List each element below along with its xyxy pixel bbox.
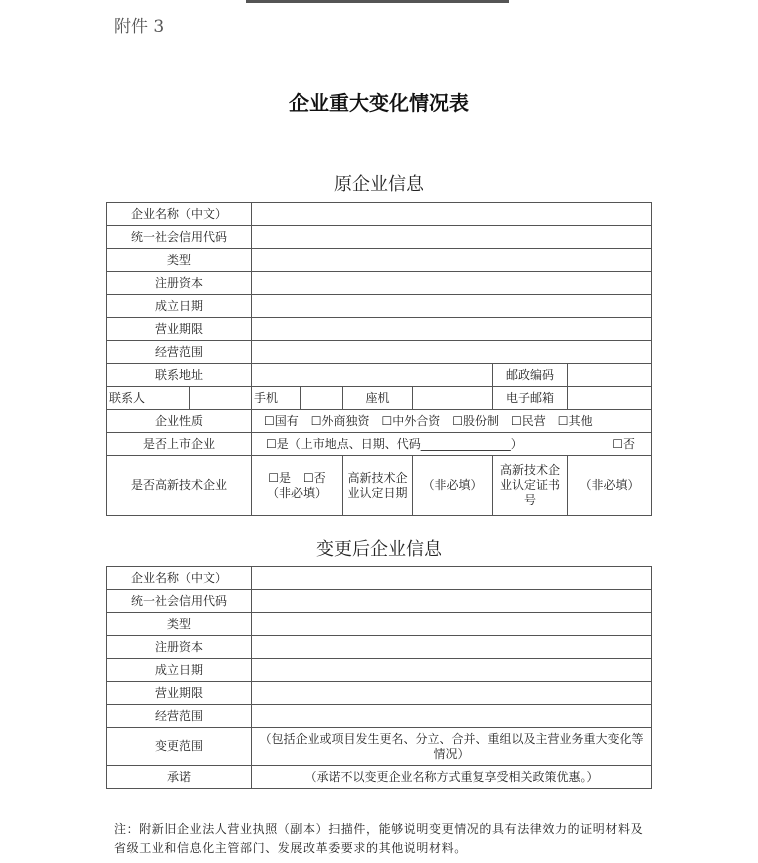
business-term-label: 营业期限 bbox=[107, 318, 252, 341]
attachment-label: 附件 3 bbox=[114, 17, 165, 37]
nature-checkboxes[interactable]: ☐国有 ☐外商独资 ☐中外合资 ☐股份制 ☐民营 ☐其他 bbox=[252, 410, 652, 433]
new-credit-code-field[interactable] bbox=[252, 590, 652, 613]
table-row bbox=[107, 682, 652, 705]
new-credit-code-label: 统一社会信用代码 bbox=[107, 590, 252, 613]
address-field[interactable] bbox=[252, 364, 493, 387]
table-row bbox=[107, 318, 652, 341]
new-company-name-label: 企业名称（中文） bbox=[107, 567, 252, 590]
changed-info-table bbox=[106, 566, 652, 789]
company-name-field[interactable] bbox=[252, 203, 652, 226]
new-type-label: 类型 bbox=[107, 613, 252, 636]
listed-cell bbox=[252, 433, 652, 456]
capital-field[interactable] bbox=[252, 272, 652, 295]
promise-label: 承诺 bbox=[107, 766, 252, 789]
contact-label: 联系人 bbox=[107, 387, 190, 410]
landline-label: 座机 bbox=[343, 387, 413, 410]
table-row bbox=[107, 456, 652, 516]
hightech-label: 是否高新技术企业 bbox=[107, 456, 252, 516]
business-scope-field[interactable] bbox=[252, 341, 652, 364]
table-row bbox=[107, 341, 652, 364]
postcode-label: 邮政编码 bbox=[493, 364, 568, 387]
business-term-field[interactable] bbox=[252, 318, 652, 341]
new-business-term-field[interactable] bbox=[252, 682, 652, 705]
listed-yes-checkbox[interactable]: ☐是（上市地点、日期、代码_______________） bbox=[266, 436, 523, 451]
table-row bbox=[107, 410, 652, 433]
nature-label: 企业性质 bbox=[107, 410, 252, 433]
founded-date-label: 成立日期 bbox=[107, 295, 252, 318]
new-type-field[interactable] bbox=[252, 613, 652, 636]
table-row bbox=[107, 567, 652, 590]
new-capital-field[interactable] bbox=[252, 636, 652, 659]
table-row bbox=[107, 659, 652, 682]
hightech-cert-label: 高新技术企业认定证书号 bbox=[493, 456, 568, 516]
table-row bbox=[107, 272, 652, 295]
table-row bbox=[107, 766, 652, 789]
hightech-checkboxes[interactable]: ☐是 ☐否 bbox=[268, 470, 326, 485]
table-row bbox=[107, 387, 652, 410]
new-founded-date-field[interactable] bbox=[252, 659, 652, 682]
table-row bbox=[107, 364, 652, 387]
credit-code-field[interactable] bbox=[252, 226, 652, 249]
original-section-title: 原企业信息 bbox=[334, 174, 424, 195]
hightech-optional-note: （非必填） bbox=[267, 485, 328, 500]
hightech-options-cell bbox=[252, 456, 343, 516]
new-business-term-label: 营业期限 bbox=[107, 682, 252, 705]
email-label: 电子邮箱 bbox=[493, 387, 568, 410]
credit-code-label: 统一社会信用代码 bbox=[107, 226, 252, 249]
change-scope-field[interactable]: （包括企业或项目发生更名、分立、合并、重组以及主营业务重大变化等情况） bbox=[252, 728, 652, 766]
new-capital-label: 注册资本 bbox=[107, 636, 252, 659]
footer-note: 注：附新旧企业法人营业执照（副本）扫描件，能够说明变更情况的具有法律效力的证明材料及省级工业和信息化主管部门、发展改革委要求的其他说明材料。 bbox=[114, 822, 644, 855]
business-scope-label: 经营范围 bbox=[107, 341, 252, 364]
contact-field[interactable] bbox=[190, 387, 252, 410]
hightech-cert-field[interactable]: （非必填） bbox=[568, 456, 652, 516]
table-row bbox=[107, 249, 652, 272]
capital-label: 注册资本 bbox=[107, 272, 252, 295]
table-row bbox=[107, 203, 652, 226]
hightech-date-label: 高新技术企业认定日期 bbox=[343, 456, 413, 516]
table-row bbox=[107, 636, 652, 659]
email-field[interactable] bbox=[568, 387, 652, 410]
original-info-table bbox=[106, 202, 652, 516]
page-title: 企业重大变化情况表 bbox=[289, 91, 469, 115]
table-row bbox=[107, 613, 652, 636]
listed-no-checkbox[interactable]: ☐否 bbox=[612, 436, 636, 451]
mobile-field[interactable] bbox=[301, 387, 343, 410]
postcode-field[interactable] bbox=[568, 364, 652, 387]
table-row bbox=[107, 705, 652, 728]
mobile-label: 手机 bbox=[252, 387, 301, 410]
type-field[interactable] bbox=[252, 249, 652, 272]
hightech-date-field[interactable]: （非必填） bbox=[413, 456, 493, 516]
changed-section-title: 变更后企业信息 bbox=[316, 539, 442, 560]
top-rule bbox=[246, 0, 509, 3]
promise-field[interactable]: （承诺不以变更企业名称方式重复享受相关政策优惠。） bbox=[252, 766, 652, 789]
type-label: 类型 bbox=[107, 249, 252, 272]
table-row bbox=[107, 728, 652, 766]
change-scope-label: 变更范围 bbox=[107, 728, 252, 766]
landline-field[interactable] bbox=[413, 387, 493, 410]
new-company-name-field[interactable] bbox=[252, 567, 652, 590]
table-row bbox=[107, 433, 652, 456]
table-row bbox=[107, 590, 652, 613]
table-row bbox=[107, 295, 652, 318]
table-row bbox=[107, 226, 652, 249]
listed-label: 是否上市企业 bbox=[107, 433, 252, 456]
new-business-scope-field[interactable] bbox=[252, 705, 652, 728]
address-label: 联系地址 bbox=[107, 364, 252, 387]
new-founded-date-label: 成立日期 bbox=[107, 659, 252, 682]
new-business-scope-label: 经营范围 bbox=[107, 705, 252, 728]
founded-date-field[interactable] bbox=[252, 295, 652, 318]
company-name-label: 企业名称（中文） bbox=[107, 203, 252, 226]
